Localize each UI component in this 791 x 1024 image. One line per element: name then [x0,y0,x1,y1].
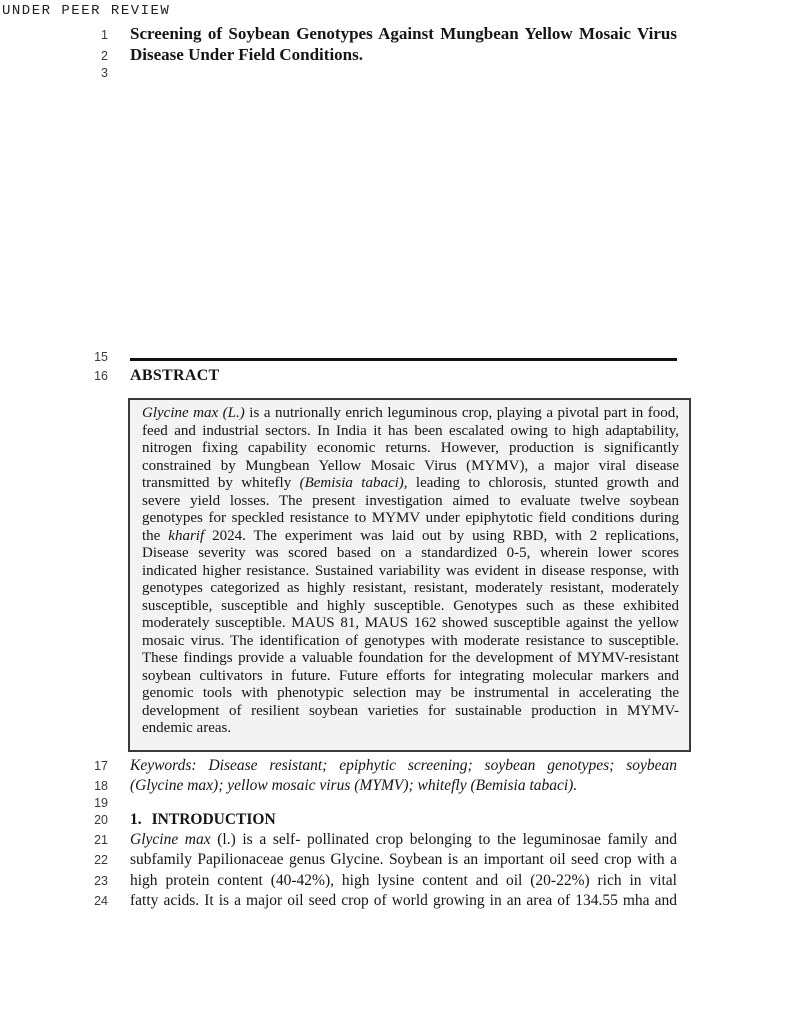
line-number: 21 [94,832,108,847]
abstract-line: development of resilient soybean varieties for sustainable production in MYMV- [142,702,679,719]
peer-review-watermark: UNDER PEER REVIEW [2,3,171,19]
blank-region [0,81,791,350]
introduction-heading [130,810,677,829]
keywords-line-1: Keywords: Disease resistant; epiphytic screening; soybean genotypes; soybean [130,756,677,774]
abstract-line: Disease severity was scored based on a standardized 0-5, wherein lower scores [142,545,679,561]
introduction-line: fatty acids. It is a major oil seed crop of world growing in an area of 134.55 mha and [130,892,677,909]
line-number: 16 [94,369,108,383]
section-number: 1. [130,810,142,828]
abstract-text: the [142,527,169,544]
line-number: 17 [94,758,108,773]
introduction-line: high protein content (40-42%), high lysine content and oil (20-22%) rich in vital [130,871,677,889]
abstract-line: endemic areas. [142,720,232,736]
line-number: 24 [94,894,108,908]
abstract-line: These findings provide a valuable foundation for the development of MYMV-resistant [142,650,679,666]
abstract-heading: ABSTRACT [130,367,220,384]
keywords-row-1 [0,756,791,776]
line-number: 1 [101,28,108,42]
introduction-row-22 [0,850,791,871]
abstract-line: indicated higher resistance. Sustained variability was evident in disease response, with [142,562,679,579]
introduction-line: subfamily Papilionaceae genus Glycine. Soybean is an important oil seed crop with a [130,851,677,868]
species-name: Glycine max (L.) [142,405,245,421]
paper-title-line-1: Screening of Soybean Genotypes Against Mungbean Yellow Mosaic Virus [130,24,677,43]
abstract-line [142,475,679,493]
species-name: Glycine max [130,830,211,848]
abstract-heading-row [0,366,791,386]
abstract-line: genomic tools with phenotypic selection may be instrumental in accelerating the [142,685,679,701]
abstract-text: 2024. The experiment was laid out by using RBD, with 2 replications, [204,527,679,544]
introduction-line [130,830,677,850]
page-body [0,24,791,912]
title-row-2 [0,45,791,66]
keywords-row-2 [0,776,791,796]
introduction-heading-row [0,810,791,830]
species-name: (Bemisia tabaci) [299,475,404,491]
introduction-row-21 [0,830,791,851]
empty-line-19 [0,796,791,810]
line-number: 20 [94,812,108,827]
abstract-text: , leading to chlorosis, stunted growth and [403,475,679,491]
abstract-text: transmitted by whitefly [142,475,300,491]
line-number: 23 [94,873,108,888]
abstract-line: nitrogen fixing capability economic returns. However, production is significantly [142,440,679,456]
line-number: 19 [94,795,108,810]
abstract-line: mosaic virus. The identification of genotypes with moderate resistance to susceptible. [142,632,679,649]
rule-row-15 [0,350,791,366]
line-number: 22 [94,853,108,867]
introduction-text: (l.) is a self- pollinated crop belonging to the leguminosae family and [210,830,677,848]
empty-line-3 [0,66,791,81]
line-number: 2 [101,49,108,63]
title-row-1 [0,24,791,45]
horizontal-rule [130,358,677,361]
abstract-line: genotypes for speckled resistance to MYMV under epiphytotic field conditions during [142,510,679,526]
abstract-line: feed and industrial sectors. In India it has been escalated owing to high adaptability, [142,422,679,439]
abstract-line: susceptible, susceptible and highly susceptible. Genotypes such as these exhibited [142,597,679,614]
line-number: 15 [94,350,108,364]
paper-title-line-2: Disease Under Field Conditions. [130,45,363,64]
abstract-box [128,398,691,752]
abstract-line: genotypes categorized as highly resistant, resistant, moderately resistant, moderately [142,580,679,596]
abstract-line: moderately susceptible. MAUS 81, MAUS 162 showed susceptible against the yellow [142,615,679,631]
season-term: kharif [168,527,205,544]
abstract-line: severe yield losses. The present investigation aimed to evaluate twelve soybean [142,492,679,509]
abstract-line: soybean cultivators in future. Future efforts for integrating molecular markers and [142,667,679,684]
line-number: 18 [94,778,108,793]
introduction-row-23 [0,871,791,892]
abstract-line [142,405,679,423]
abstract-line: constrained by Mungbean Yellow Mosaic Virus (MYMV), a major viral disease [142,457,679,474]
introduction-row-24 [0,891,791,912]
line-number: 3 [101,66,108,80]
abstract-text: is a nutrionally enrich leguminous crop, playing a pivotal part in food, [244,405,679,421]
keywords-line-2: (Glycine max); yellow mosaic virus (MYMV); whitefly (Bemisia tabaci). [130,776,578,794]
section-title: INTRODUCTION [151,810,276,828]
abstract-line [142,528,679,546]
